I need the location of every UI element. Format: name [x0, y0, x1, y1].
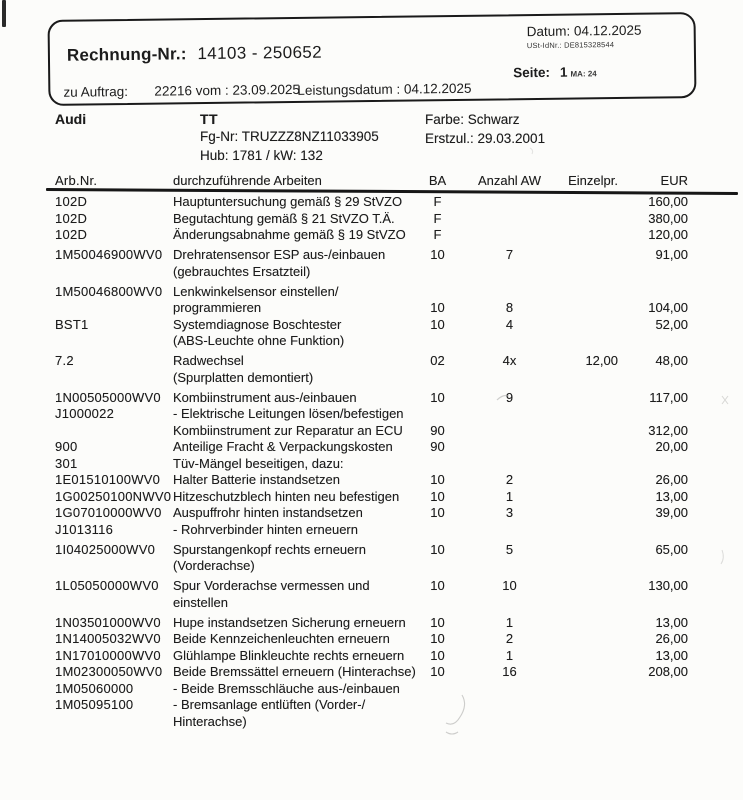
table-row [55, 681, 688, 698]
ba-cell: 10 [430, 472, 445, 487]
page-number: 1 [559, 64, 568, 80]
eur-cell: 26,00 [655, 472, 688, 487]
work-description-cell: Beide Bremssättel erneuern (Hinterachse) [173, 664, 416, 679]
table-row [55, 390, 688, 407]
arb-nr-cell: 1G00250100NWV0 [55, 488, 172, 504]
col-header-eur: EUR [660, 173, 688, 188]
work-description-cell: (gebrauchtes Ersatzteil) [173, 263, 311, 279]
eur-cell: 13,00 [655, 647, 688, 663]
vehicle-engine: Hub: 1781 / kW: 132 [200, 148, 323, 163]
vehicle-vin: Fg-Nr: TRUZZZ8NZ11033905 [200, 129, 379, 144]
work-description-cell: programmieren [173, 300, 262, 315]
work-description-cell: Kombiinstrument aus-/einbauen [173, 389, 357, 405]
anzahl-aw-cell: 10 [502, 578, 517, 593]
ba-cell: 02 [430, 353, 445, 368]
table-row [55, 284, 688, 301]
arb-nr-cell: 1N00505000WV0 [55, 389, 161, 405]
eur-cell: 26,00 [655, 631, 688, 646]
arb-nr-cell: 1M50046900WV0 [55, 247, 163, 262]
table-row [55, 353, 688, 370]
table-row [55, 615, 688, 632]
ba-cell: 10 [430, 541, 445, 557]
work-description-cell: Anteilige Fracht & Verpackungskosten [173, 439, 393, 454]
eur-cell: 52,00 [655, 316, 688, 332]
table-body [55, 194, 688, 730]
arb-nr-cell: 1N14005032WV0 [55, 631, 161, 646]
arb-nr-cell: 1I04025000WV0 [55, 541, 156, 557]
ba-cell: 10 [430, 389, 445, 405]
table-row [55, 697, 688, 714]
ba-cell: 90 [430, 439, 445, 454]
work-description-cell: einstellen [173, 594, 228, 610]
ba-cell: F [433, 210, 442, 226]
work-description-cell: Halter Batterie instandsetzen [173, 472, 340, 487]
eur-cell: 312,00 [648, 422, 688, 438]
table-row [55, 558, 688, 575]
work-description-cell: Begutachtung gemäß § 21 StVZO T.Ä. [173, 210, 395, 226]
page-indicator [513, 64, 597, 80]
anzahl-aw-cell: 1 [505, 647, 514, 663]
work-description-cell: - Bremsanlage entlüften (Vorder-/ [173, 697, 366, 712]
einzelpr-cell: 12,00 [585, 353, 618, 368]
table-row [55, 194, 688, 211]
arb-nr-cell: BST1 [55, 316, 89, 332]
ba-cell: F [433, 194, 442, 209]
order-ref-value: 22216 vom : 23.09.2025 [154, 81, 301, 99]
anzahl-aw-cell: 2 [505, 472, 514, 487]
vehicle-first-registration: Erstzul.: 29.03.2001 [425, 131, 546, 146]
work-description-cell: Spur Vorderachse vermessen und [173, 578, 370, 593]
invoice-header-box [47, 12, 696, 106]
arb-nr-cell: 1E01510100WV0 [55, 472, 161, 487]
vehicle-make: Audi [55, 111, 87, 127]
anzahl-aw-cell: 4 [505, 316, 514, 332]
invoice-number-label: Rechnung-Nr.: [66, 44, 187, 65]
invoice-date: Datum: 04.12.2025 [526, 22, 642, 40]
table-row [55, 505, 688, 522]
table-row [55, 300, 688, 317]
arb-nr-cell: 1M05060000 [55, 680, 134, 696]
ba-cell: 10 [430, 631, 445, 646]
table-row [55, 333, 688, 350]
work-description-cell: Drehratensensor ESP aus-/einbauen [173, 247, 386, 262]
work-description-cell: - Beide Bremsschläuche aus-/einbauen [173, 680, 400, 696]
arb-nr-cell: J1000022 [55, 406, 115, 421]
anzahl-aw-cell: 7 [505, 247, 514, 262]
anzahl-aw-cell: 4x [502, 353, 517, 368]
ba-cell: F [433, 227, 442, 242]
work-description-cell: Änderungsabnahme gemäß § 19 StVZO [173, 227, 406, 242]
eur-cell: 104,00 [648, 300, 688, 315]
table-row [55, 664, 688, 681]
ba-cell: 90 [430, 422, 445, 438]
invoice-number-line [67, 43, 322, 66]
eur-cell: 117,00 [649, 389, 688, 405]
table-row [55, 542, 688, 559]
eur-cell: 130,00 [648, 578, 688, 593]
arb-nr-cell: 1M50046800WV0 [55, 283, 163, 299]
arb-nr-cell: J1013116 [55, 521, 114, 537]
eur-cell: 65,00 [655, 541, 688, 557]
table-row [55, 406, 688, 423]
service-date: Leistungsdatum : 04.12.2025 [297, 80, 472, 98]
table-row [55, 227, 688, 244]
arb-nr-cell: 1L05050000WV0 [55, 578, 159, 593]
work-description-cell: (Vorderachse) [173, 558, 255, 573]
scan-edge-artifact [2, 0, 6, 27]
arb-nr-cell: 1M02300050WV0 [55, 664, 163, 679]
anzahl-aw-cell: 1 [505, 614, 514, 630]
vehicle-color: Farbe: Schwarz [425, 112, 520, 127]
table-row [55, 472, 688, 489]
table-row [55, 264, 688, 281]
page-label: Seite: [513, 64, 551, 81]
table-row [55, 211, 688, 228]
work-description-cell: Hupe instandsetzen Sicherung erneuern [173, 614, 406, 630]
work-description-cell: Spurstangenkopf rechts erneuern [173, 541, 366, 557]
ba-cell: 10 [430, 488, 445, 504]
eur-cell: 13,00 [655, 614, 688, 630]
arb-nr-cell: 1N03501000WV0 [55, 614, 161, 630]
table-header [55, 173, 688, 190]
col-header-einzelpr: Einzelpr. [568, 173, 618, 188]
work-description-cell: Lenkwinkelsensor einstellen/ [173, 283, 339, 299]
work-description-cell: Radwechsel [173, 353, 244, 368]
eur-cell: 120,00 [648, 227, 688, 242]
table-row [55, 439, 688, 456]
work-description-cell: (ABS-Leuchte ohne Funktion) [173, 333, 345, 348]
anzahl-aw-cell: 8 [505, 300, 514, 315]
ba-cell: 10 [430, 664, 445, 679]
vat-id: USt-IdNr.: DE815328544 [526, 40, 615, 51]
table-row [55, 595, 688, 612]
ba-cell: 10 [430, 614, 445, 630]
eur-cell: 208,00 [648, 664, 688, 679]
eur-cell: 39,00 [655, 505, 688, 520]
arb-nr-cell: 1N17010000WV0 [55, 647, 161, 663]
work-description-cell: - Rohrverbinder hinten erneuern [173, 521, 358, 537]
table-row [55, 578, 688, 595]
table-row [55, 247, 688, 264]
arb-nr-cell: 102D [55, 194, 88, 209]
arb-nr-cell: 102D [55, 210, 88, 226]
arb-nr-cell: 102D [55, 227, 88, 242]
ba-cell: 10 [430, 316, 445, 332]
table-row [55, 317, 688, 334]
work-description-cell: Kombiinstrument zur Reparatur an ECU [173, 422, 403, 438]
arb-nr-cell: 900 [55, 439, 78, 454]
work-description-cell: Beide Kennzeichenleuchten erneuern [173, 631, 390, 646]
work-description-cell: Hitzeschutzblech hinten neu befestigen [173, 488, 400, 504]
table-row [55, 714, 688, 731]
ba-cell: 10 [430, 247, 445, 262]
eur-cell: 91,00 [655, 247, 688, 262]
ba-cell: 10 [430, 505, 445, 520]
col-header-ba: BA [428, 173, 447, 188]
anzahl-aw-cell: 3 [505, 505, 514, 520]
invoice-number-value: 14103 - 250652 [197, 42, 323, 64]
eur-cell: 380,00 [648, 210, 688, 226]
table-row [55, 370, 688, 387]
arb-nr-cell: 1M05095100 [55, 697, 134, 712]
work-description-cell: Hauptuntersuchung gemäß § 29 StVZO [173, 194, 403, 209]
ba-cell: 10 [430, 647, 445, 663]
col-header-work: durchzuführende Arbeiten [173, 173, 322, 188]
eur-cell: 13,00 [655, 488, 688, 504]
order-ref-label: zu Auftrag: [63, 83, 129, 100]
col-header-anzahl-aw: Anzahl AW [477, 173, 542, 188]
anzahl-aw-cell: 5 [505, 541, 514, 557]
arb-nr-cell: 7.2 [55, 353, 74, 368]
table-row [55, 423, 688, 440]
work-description-cell: - Elektrische Leitungen lösen/befestigen [173, 406, 404, 421]
ma-code: MA: 24 [570, 69, 597, 79]
work-description-cell: Glühlampe Blinkleuchte rechts erneuern [173, 647, 405, 663]
table-row [55, 631, 688, 648]
table-row [55, 648, 688, 665]
work-description-cell: (Spurplatten demontiert) [173, 369, 314, 385]
col-header-arb-nr: Arb.Nr. [55, 173, 98, 188]
ba-cell: 10 [430, 578, 445, 593]
ba-cell: 10 [430, 300, 445, 315]
eur-cell: 160,00 [648, 194, 688, 209]
anzahl-aw-cell: 1 [505, 488, 514, 504]
table-row [55, 489, 688, 506]
eur-cell: 48,00 [655, 353, 688, 368]
anzahl-aw-cell: 9 [505, 389, 514, 405]
work-description-cell: Hinterachse) [173, 713, 247, 729]
table-row [55, 456, 688, 473]
vehicle-model: TT [200, 111, 219, 127]
table-row [55, 522, 688, 539]
work-description-cell: Systemdiagnose Boschtester [173, 316, 342, 332]
arb-nr-cell: 1G07010000WV0 [55, 505, 162, 520]
work-description-cell: Tüv-Mängel beseitigen, dazu: [173, 455, 344, 471]
anzahl-aw-cell: 16 [502, 664, 517, 679]
work-description-cell: Auspuffrohr hinten instandsetzen [173, 505, 363, 520]
arb-nr-cell: 301 [55, 455, 78, 471]
anzahl-aw-cell: 2 [505, 631, 514, 646]
eur-cell: 20,00 [655, 439, 688, 454]
